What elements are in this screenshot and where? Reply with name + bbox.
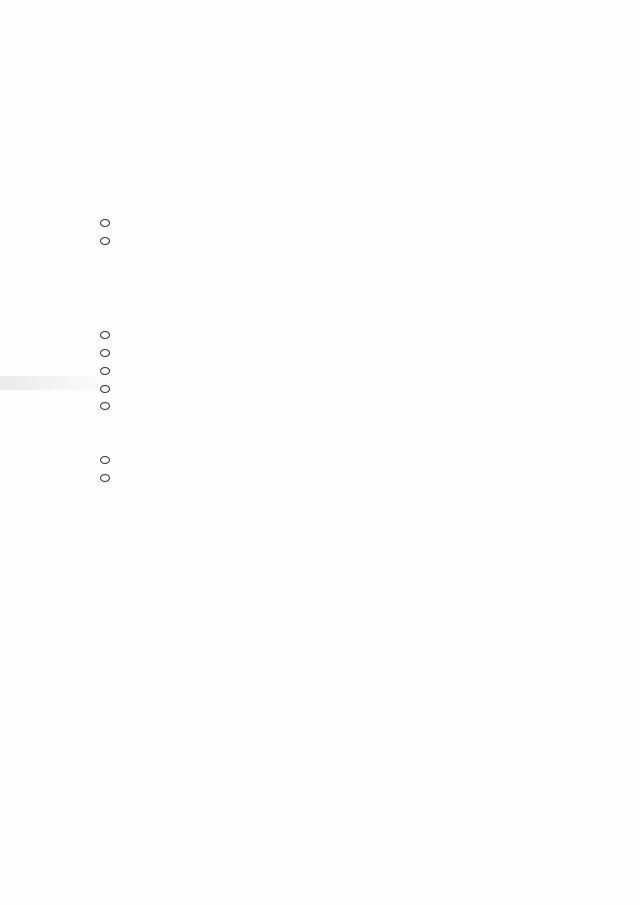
q2-option[interactable] [100, 474, 112, 482]
scan-smudge [0, 376, 110, 390]
radio-icon[interactable] [100, 237, 110, 245]
radio-icon[interactable] [100, 367, 110, 375]
option-urban-resident[interactable] [100, 219, 112, 227]
radio-icon[interactable] [100, 219, 110, 227]
option-rural-resident[interactable] [100, 237, 112, 245]
q2-option[interactable] [100, 456, 112, 464]
radio-icon[interactable] [100, 456, 110, 464]
radio-icon[interactable] [100, 385, 110, 393]
q1-option[interactable] [100, 385, 112, 393]
q1-option[interactable] [100, 402, 112, 410]
q1-option[interactable] [100, 367, 112, 375]
q1-option[interactable] [100, 331, 112, 339]
radio-icon[interactable] [100, 349, 110, 357]
radio-icon[interactable] [100, 474, 110, 482]
radio-icon[interactable] [100, 331, 110, 339]
q1-option[interactable] [100, 349, 112, 357]
radio-icon[interactable] [100, 402, 110, 410]
